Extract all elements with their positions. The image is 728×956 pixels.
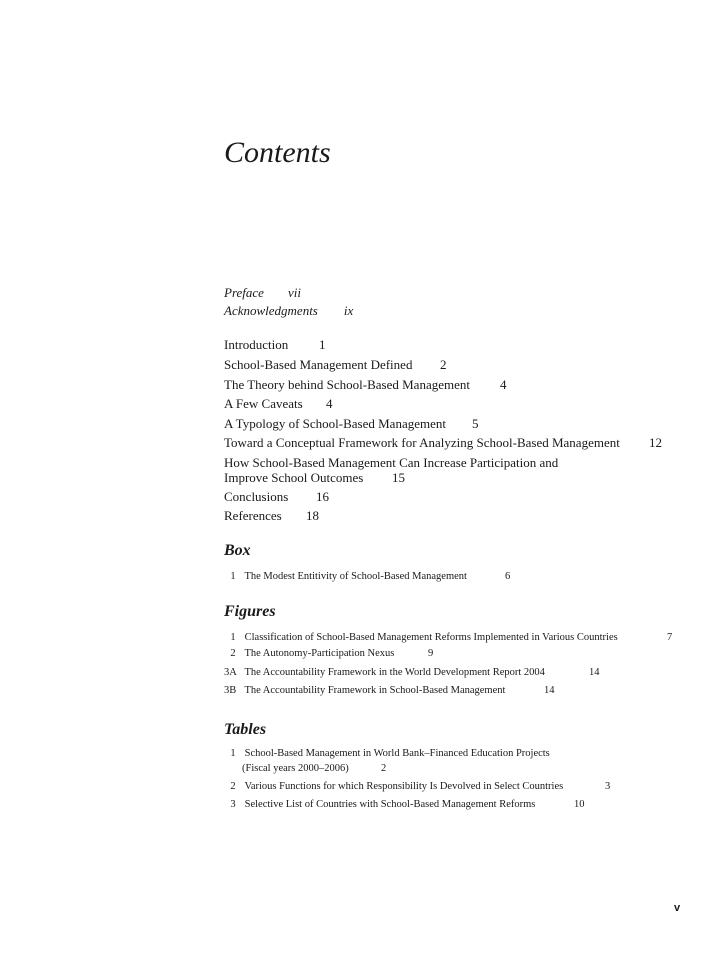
toc-entry-label: Improve School Outcomes — [224, 470, 364, 485]
toc-entry-page: 1 — [319, 337, 326, 352]
toc-entry-preface[interactable] — [224, 285, 301, 301]
toc-entry[interactable] — [224, 489, 329, 505]
toc-entry-label: Toward a Conceptual Framework for Analyzing School-Based Management — [224, 435, 620, 450]
section-heading-tables: Tables — [224, 721, 267, 738]
toc-entry-page: ix — [343, 303, 354, 318]
toc-entry-continuation[interactable] — [224, 470, 405, 486]
item-page: 14 — [544, 685, 555, 696]
toc-entry-label: References — [224, 508, 282, 523]
item-label: Classification of School-Based Management Reforms Implemented in Various Countries — [244, 632, 618, 643]
toc-entry-page: vii — [287, 285, 301, 300]
item-label: Selective List of Countries with School-Based Management Reforms — [244, 799, 536, 810]
list-item[interactable] — [224, 799, 585, 810]
item-label: The Accountability Framework in the World Development Report 2004 — [244, 667, 545, 678]
toc-entry-page: 12 — [649, 435, 662, 450]
item-page: 6 — [505, 571, 511, 582]
toc-entry-label: Conclusions — [224, 489, 289, 504]
toc-entry-label: How School-Based Management Can Increase Participation and — [224, 455, 559, 470]
item-label: School-Based Management in World Bank–Financed Education Projects — [244, 748, 550, 759]
list-item[interactable] — [224, 571, 511, 582]
toc-entry[interactable] — [224, 337, 326, 353]
toc-entry-page: 16 — [316, 489, 329, 504]
list-item[interactable] — [224, 648, 434, 659]
page-number: v — [674, 902, 681, 914]
item-number: 3A — [224, 667, 237, 678]
toc-entry-label: Introduction — [224, 337, 289, 352]
toc-entry-page: 5 — [472, 416, 479, 431]
toc-entry[interactable] — [224, 435, 662, 451]
item-label: Various Functions for which Responsibility Is Devolved in Select Countries — [244, 781, 564, 792]
item-number: 3B — [224, 685, 237, 696]
item-page: 10 — [574, 799, 585, 810]
toc-entry-label: School-Based Management Defined — [224, 357, 413, 372]
toc-entry[interactable] — [224, 416, 479, 432]
item-number: 1 — [230, 748, 236, 759]
section-heading-box: Box — [224, 542, 251, 559]
item-label: The Accountability Framework in School-Based Management — [244, 685, 506, 696]
page-title: Contents — [224, 136, 331, 169]
toc-entry[interactable] — [224, 396, 333, 412]
toc-entry-label: Preface — [224, 285, 264, 300]
item-page: 3 — [605, 781, 611, 792]
section-heading-figures: Figures — [224, 603, 276, 620]
toc-entry-label: Acknowledgments — [224, 303, 318, 318]
toc-entry[interactable] — [224, 357, 447, 373]
item-page: 2 — [381, 763, 387, 774]
toc-entry-page: 18 — [306, 508, 319, 523]
toc-entry-acknowledgments[interactable] — [224, 303, 353, 319]
toc-entry-label: The Theory behind School-Based Management — [224, 377, 470, 392]
item-number: 1 — [230, 571, 236, 582]
toc-entry-page: 15 — [392, 470, 405, 485]
toc-entry-label: A Few Caveats — [224, 396, 303, 411]
item-number: 3 — [230, 799, 236, 810]
item-label: The Modest Entitivity of School-Based Management — [244, 571, 467, 582]
toc-entry-page: 2 — [440, 357, 447, 372]
toc-entry-page: 4 — [326, 396, 333, 411]
toc-entry-label: A Typology of School-Based Management — [224, 416, 446, 431]
list-item[interactable] — [224, 748, 550, 759]
toc-entry[interactable] — [224, 508, 319, 524]
item-number: 2 — [230, 781, 236, 792]
item-page: 7 — [667, 632, 673, 643]
list-item[interactable] — [224, 632, 673, 643]
list-item[interactable] — [224, 685, 555, 696]
list-item-continuation[interactable] — [242, 763, 387, 774]
toc-entry-page: 4 — [500, 377, 507, 392]
item-page: 14 — [589, 667, 600, 678]
item-label: The Autonomy-Participation Nexus — [244, 648, 395, 659]
list-item[interactable] — [224, 667, 600, 678]
item-number: 1 — [230, 632, 236, 643]
list-item[interactable] — [224, 781, 611, 792]
toc-entry[interactable] — [224, 377, 507, 393]
toc-entry[interactable] — [224, 455, 558, 471]
item-page: 9 — [428, 648, 434, 659]
item-number: 2 — [230, 648, 236, 659]
item-label: (Fiscal years 2000–2006) — [242, 763, 349, 774]
